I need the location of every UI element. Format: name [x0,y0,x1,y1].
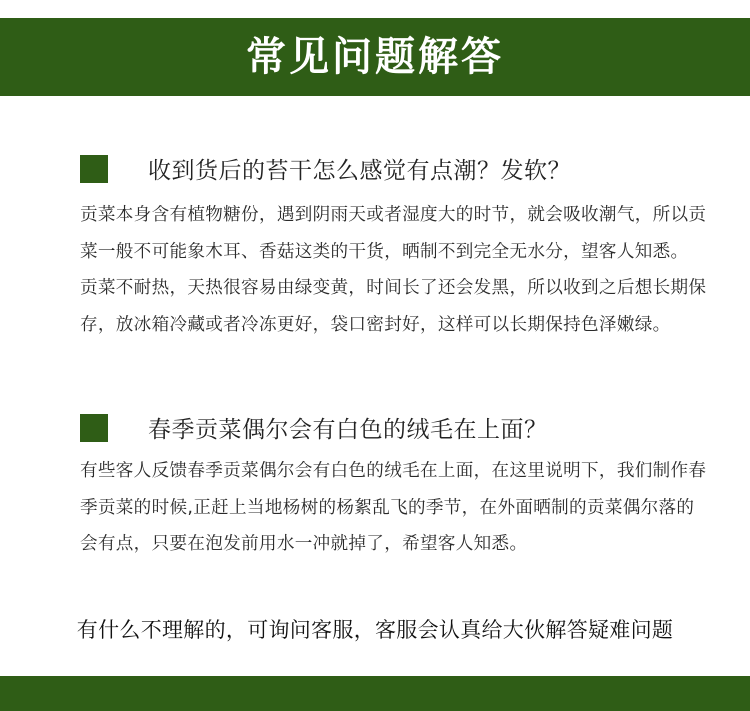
faq-question-1 [80,152,571,185]
faq-answer-1: 贡菜本身含有植物糖份，遇到阴雨天或者湿度大的时节，就会吸收潮气，所以贡菜一般不可能象木耳、香菇这类的干货，晒制不到完全无水分，望客人知悉。 贡菜不耐热，天热很容易由绿变黄，时间长了还会发黑，所以收到之后想长期保存，放冰箱冷藏或者冷冻更好，袋口密封好，这样可以长期保持色泽嫩绿。 [80,205,707,335]
square-bullet-icon [80,155,108,183]
page-title: 常见问题解答 [246,34,504,80]
faq-question-1-text: 收到货后的苔干怎么感觉有点潮？发软？ [148,158,571,184]
footer-band [0,676,750,711]
footer-note: 有什么不理解的，可询问客服，客服会认真给大伙解答疑难问题 [76,618,674,642]
faq-question-2 [80,411,548,444]
header-banner [0,18,750,96]
faq-answer-2: 有些客人反馈春季贡菜偶尔会有白色的绒毛在上面，在这里说明下，我们制作春季贡菜的时候,正赶上当地杨树的杨絮乱飞的季节，在外面晒制的贡菜偶尔落的会有点，只要在泡发前用水一冲就掉了，希望客人知悉。 [80,461,707,554]
square-bullet-icon [80,414,108,442]
faq-question-2-text: 春季贡菜偶尔会有白色的绒毛在上面？ [148,417,548,443]
